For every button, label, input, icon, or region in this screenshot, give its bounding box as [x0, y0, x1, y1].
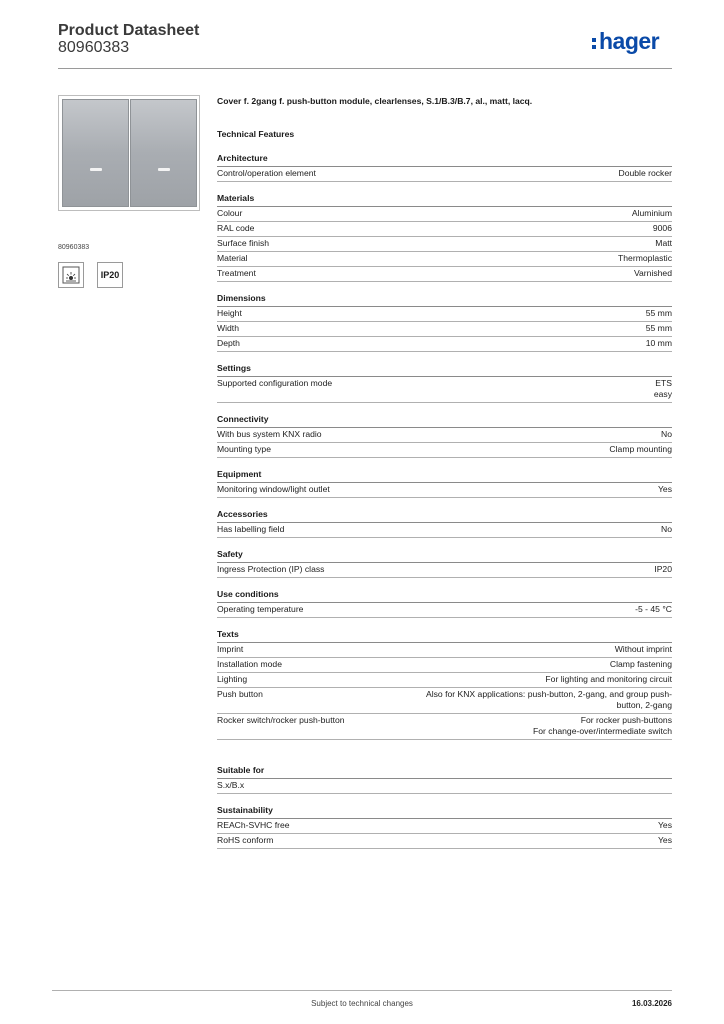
- section-dimensions: [217, 293, 672, 352]
- footer-date: 16.03.2026: [631, 999, 672, 1008]
- product-description: Cover f. 2gang f. push-button module, clearlenses, S.1/B.3/B.7, al., matt, lacq.: [217, 96, 533, 106]
- hager-logo: hager: [592, 28, 659, 54]
- section-title: Connectivity: [217, 414, 672, 428]
- row-label: Operating temperature: [217, 604, 304, 614]
- table-row: [217, 237, 672, 252]
- section-connectivity: [217, 414, 672, 458]
- row-label: S.x/B.x: [217, 780, 245, 790]
- row-label: Supported configuration mode: [217, 378, 333, 388]
- section-title: Architecture: [217, 153, 672, 167]
- row-value: For lighting and monitoring circuit: [545, 674, 672, 684]
- row-label: Monitoring window/light outlet: [217, 484, 330, 494]
- row-value: -5 - 45 °C: [635, 604, 672, 614]
- row-label: Rocker switch/rocker push-button: [217, 715, 345, 725]
- row-label: Push button: [217, 689, 263, 699]
- row-value: 55 mm: [645, 308, 672, 318]
- row-label: Mounting type: [217, 444, 271, 454]
- row-value: Clamp mounting: [609, 444, 672, 454]
- footer-note: Subject to technical changes: [311, 999, 413, 1008]
- table-row: [217, 428, 672, 443]
- datasheet-content: [217, 96, 672, 860]
- row-label: Control/operation element: [217, 168, 316, 178]
- row-label: Has labelling field: [217, 524, 285, 534]
- section-settings: [217, 363, 672, 403]
- rocker-left: [62, 99, 129, 207]
- table-row: [217, 658, 672, 673]
- section-safety: [217, 549, 672, 578]
- table-row: [217, 779, 672, 794]
- row-label: RoHS conform: [217, 835, 274, 845]
- section-accessories: [217, 509, 672, 538]
- row-label: Depth: [217, 338, 240, 348]
- table-row: [217, 673, 672, 688]
- logo-colon-icon: [592, 36, 597, 50]
- table-row: [217, 563, 672, 578]
- lamp-icon: [59, 263, 83, 287]
- product-code: 80960383: [58, 39, 130, 56]
- table-row: [217, 267, 672, 282]
- row-value: 9006: [652, 223, 672, 233]
- suitable-for-section: [217, 765, 672, 794]
- section-texts: [217, 629, 672, 740]
- section-title: Suitable for: [217, 765, 672, 779]
- row-value: No: [661, 429, 672, 439]
- row-value: Thermoplastic: [618, 253, 672, 263]
- row-value: For rocker push-buttons For change-over/intermediate switch: [533, 715, 672, 736]
- table-row: [217, 603, 672, 618]
- table-row: [217, 483, 672, 498]
- row-value: Varnished: [633, 268, 672, 278]
- row-value: IP20: [654, 564, 672, 574]
- table-row: [217, 523, 672, 538]
- row-label: Ingress Protection (IP) class: [217, 564, 325, 574]
- table-row: [217, 252, 672, 267]
- lighting-symbol-icon: [58, 262, 84, 288]
- section-equipment: [217, 469, 672, 498]
- section-title: Sustainability: [217, 805, 672, 819]
- page-title: Product Datasheet: [58, 22, 200, 39]
- section-title: Materials: [217, 193, 672, 207]
- row-label: RAL code: [217, 223, 255, 233]
- section-title: Use conditions: [217, 589, 672, 603]
- footer-divider: [52, 990, 672, 991]
- row-value: Double rocker: [618, 168, 672, 178]
- ip20-badge: IP20: [97, 262, 123, 288]
- row-value: Aluminium: [631, 208, 672, 218]
- row-label: With bus system KNX radio: [217, 429, 322, 439]
- product-image: [58, 95, 200, 211]
- light-outlet-slot: [158, 168, 170, 171]
- header-divider: [58, 68, 672, 69]
- section-title: Equipment: [217, 469, 672, 483]
- table-row: [217, 222, 672, 237]
- table-row: [217, 167, 672, 182]
- table-row: [217, 643, 672, 658]
- section-materials: [217, 193, 672, 282]
- table-row: [217, 443, 672, 458]
- row-label: Width: [217, 323, 239, 333]
- section-title: Texts: [217, 629, 672, 643]
- row-value: Without imprint: [614, 644, 672, 654]
- section-title: Settings: [217, 363, 672, 377]
- row-label: Material: [217, 253, 248, 263]
- row-label: Imprint: [217, 644, 244, 654]
- row-value: No: [661, 524, 672, 534]
- row-label: Height: [217, 308, 242, 318]
- row-label: Treatment: [217, 268, 256, 278]
- table-row: [217, 377, 672, 403]
- table-row: [217, 307, 672, 322]
- row-value: 55 mm: [645, 323, 672, 333]
- rocker-right: [130, 99, 197, 207]
- row-label: Colour: [217, 208, 243, 218]
- row-value: 10 mm: [645, 338, 672, 348]
- section-use-conditions: [217, 589, 672, 618]
- table-row: [217, 207, 672, 222]
- row-value: Clamp fastening: [609, 659, 672, 669]
- row-value: Yes: [657, 484, 672, 494]
- image-caption: 80960383: [58, 244, 90, 251]
- section-title: Accessories: [217, 509, 672, 523]
- row-value: Yes: [657, 835, 672, 845]
- row-label: Installation mode: [217, 659, 282, 669]
- table-row: [217, 834, 672, 849]
- feature-sections: [217, 153, 672, 740]
- row-label: REACh-SVHC free: [217, 820, 290, 830]
- light-outlet-slot: [90, 168, 102, 171]
- row-value: Also for KNX applications: push-button, 2-gang, and group push- button, 2-gang: [425, 689, 672, 710]
- row-label: Surface finish: [217, 238, 270, 248]
- row-value: Yes: [657, 820, 672, 830]
- section-architecture: [217, 153, 672, 182]
- sustainability-section: [217, 805, 672, 849]
- table-row: [217, 322, 672, 337]
- table-row: [217, 714, 672, 740]
- section-title: Dimensions: [217, 293, 672, 307]
- technical-features-title: Technical Features: [217, 129, 295, 139]
- table-row: [217, 819, 672, 834]
- row-value: Matt: [655, 238, 672, 248]
- table-row: [217, 688, 672, 714]
- section-title: Safety: [217, 549, 672, 563]
- row-label: Lighting: [217, 674, 248, 684]
- row-value: ETS easy: [653, 378, 672, 399]
- table-row: [217, 337, 672, 352]
